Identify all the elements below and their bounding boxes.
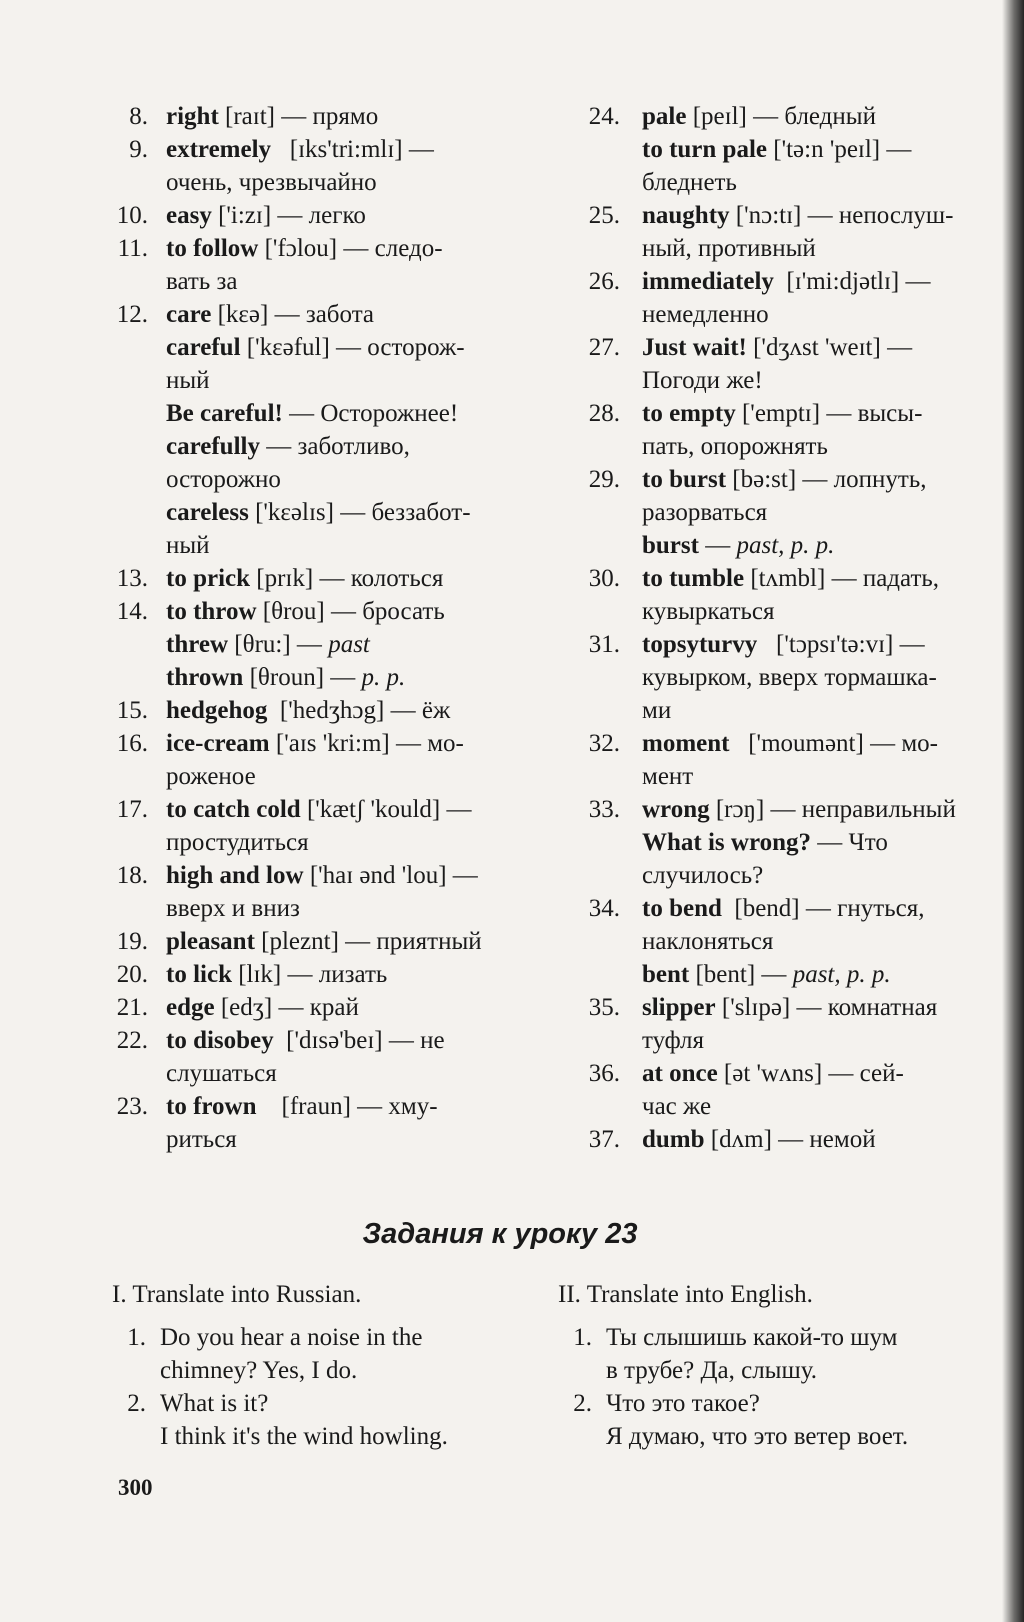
vocab-entry-line	[166, 1057, 510, 1090]
vocab-entry-line	[166, 859, 510, 892]
vocab-text: ['dʒʌst 'weɪt] —	[746, 334, 913, 361]
vocab-headword: hedgehog	[166, 697, 268, 724]
vocab-entry-number: 16.	[116, 730, 148, 757]
vocab-entry-number: 24.	[588, 103, 620, 130]
vocab-entry	[582, 100, 980, 199]
vocab-entry-number: 15.	[116, 697, 148, 724]
vocabulary-column-left	[110, 100, 510, 1156]
vocab-entry-number: 13.	[116, 565, 148, 592]
section-title: Задания к уроку 23	[362, 1218, 638, 1250]
vocab-text: ['kɛəful] — осторож-	[240, 334, 465, 361]
vocab-entry	[582, 265, 980, 331]
vocab-entry-number: 26.	[588, 268, 620, 295]
vocab-entry	[582, 727, 980, 793]
vocab-text: простудиться	[166, 829, 309, 856]
vocab-headword: What is wrong?	[642, 829, 812, 856]
vocab-headword: to prick	[166, 565, 251, 592]
vocab-text: [pleznt] — приятный	[254, 928, 482, 955]
vocab-entry-line	[166, 1123, 510, 1156]
task-item-line: I think it's the wind howling.	[160, 1423, 448, 1450]
vocab-entry-line	[642, 760, 980, 793]
vocab-entry-line	[166, 1090, 510, 1123]
task-item-number: 2.	[127, 1390, 146, 1417]
vocab-entry	[110, 100, 510, 133]
vocab-entry-number: 28.	[588, 400, 620, 427]
vocab-entry-number: 8.	[129, 103, 148, 130]
vocab-text: риться	[166, 1126, 237, 1153]
vocab-headword: wrong	[642, 796, 710, 823]
vocab-entry-line	[642, 1123, 980, 1156]
vocab-entry-line	[166, 298, 510, 331]
vocab-text: разорваться	[642, 499, 768, 526]
vocab-entry-line	[642, 793, 980, 826]
vocab-entry-number: 12.	[116, 301, 148, 328]
vocab-entry	[582, 199, 980, 265]
vocab-entry-number: 35.	[588, 994, 620, 1021]
vocab-text: слушаться	[166, 1060, 277, 1087]
vocab-headword: pleasant	[166, 928, 255, 955]
vocab-entry-number: 33.	[588, 796, 620, 823]
vocab-headword: to bend	[642, 895, 722, 922]
vocab-entry-line	[166, 265, 510, 298]
vocab-entry	[582, 892, 980, 991]
vocab-entry-line	[166, 727, 510, 760]
task-translate-into-english	[558, 1278, 978, 1453]
vocab-entry-line	[166, 166, 510, 199]
vocab-entry-line	[642, 1024, 980, 1057]
vocab-entry-number: 32.	[588, 730, 620, 757]
vocab-entry-line	[166, 100, 510, 133]
vocab-entry-line	[642, 727, 980, 760]
vocab-text: ['moumənt] — мо-	[729, 730, 938, 757]
vocab-headword: to burst	[642, 466, 727, 493]
vocab-entry-line	[166, 199, 510, 232]
vocab-entry-line	[642, 859, 980, 892]
vocab-headword: carefully	[166, 433, 260, 460]
vocab-entry-line	[166, 892, 510, 925]
vocab-entry-number: 20.	[116, 961, 148, 988]
vocab-entry	[110, 694, 510, 727]
vocab-text: ми	[642, 697, 672, 724]
vocab-entry-line	[642, 265, 980, 298]
vocab-text: мент	[642, 763, 694, 790]
vocabulary-list	[110, 100, 980, 1156]
task-heading: II. Translate into English.	[558, 1281, 813, 1308]
vocab-text: пать, опорожнять	[642, 433, 828, 460]
vocab-headword: extremely	[166, 136, 272, 163]
vocab-entry-line	[642, 562, 980, 595]
vocab-headword: careful	[166, 334, 241, 361]
vocab-text: [lɪk] — лизать	[231, 961, 388, 988]
vocab-entry-line	[642, 892, 980, 925]
vocab-entry-number: 22.	[116, 1027, 148, 1054]
vocab-entry-line	[642, 1057, 980, 1090]
vocab-headword: slipper	[642, 994, 716, 1021]
vocab-entry	[110, 991, 510, 1024]
vocab-entry-line	[642, 595, 980, 628]
vocab-headword: topsyturvy	[642, 631, 758, 658]
vocab-headword: right	[166, 103, 219, 130]
vocab-headword: high and low	[166, 862, 304, 889]
vocab-text: — Что	[811, 829, 888, 856]
vocab-entry	[582, 991, 980, 1057]
vocab-text: случилось?	[642, 862, 764, 889]
task-item-line: chimney? Yes, I do.	[160, 1357, 358, 1384]
vocab-entry-number: 34.	[588, 895, 620, 922]
grammar-label: past, p. p.	[736, 532, 835, 559]
vocab-text: кувырком, вверх тормашка-	[642, 664, 937, 691]
vocab-entry	[110, 958, 510, 991]
task-item	[558, 1321, 978, 1387]
vocab-entry-line	[642, 397, 980, 430]
vocab-entry	[110, 199, 510, 232]
vocab-text: [θrou] — бросать	[256, 598, 445, 625]
vocab-text: вверх и вниз	[166, 895, 300, 922]
vocab-headword: ice-cream	[166, 730, 270, 757]
vocab-entry-line	[642, 166, 980, 199]
vocab-text: [ət 'wʌns] — сей-	[717, 1060, 904, 1087]
vocab-headword: moment	[642, 730, 730, 757]
vocab-text: [prɪk] — колоться	[250, 565, 444, 592]
vocab-entry-line	[166, 991, 510, 1024]
vocab-text: ['haɪ ənd 'lou] —	[303, 862, 478, 889]
vocab-text: [θroun] —	[243, 664, 362, 691]
vocab-headword: to turn pale	[642, 136, 767, 163]
vocab-entry-number: 25.	[588, 202, 620, 229]
vocab-text: ['kɛəlɪs] — беззабот-	[248, 499, 471, 526]
vocab-entry	[582, 1057, 980, 1123]
vocab-text: [ɪks'tri:mlɪ] —	[271, 136, 434, 163]
vocab-headword: dumb	[642, 1126, 705, 1153]
page-edge-shadow	[1002, 0, 1024, 1622]
vocab-entry-line	[642, 133, 980, 166]
vocab-entry-number: 31.	[588, 631, 620, 658]
vocab-headword: to empty	[642, 400, 736, 427]
vocab-entry-number: 11.	[117, 235, 148, 262]
vocab-text: [rɔŋ] — неправильный	[709, 796, 956, 823]
vocab-text: [tʌmbl] — падать,	[744, 565, 940, 592]
vocab-entry-line	[166, 628, 510, 661]
vocab-entry-line	[166, 364, 510, 397]
vocab-headword: pale	[642, 103, 687, 130]
vocab-entry	[582, 397, 980, 463]
vocab-text: осторожно	[166, 466, 281, 493]
vocab-text: [kɛə] — забота	[211, 301, 375, 328]
vocab-text: ['aɪs 'kri:m] — мо-	[269, 730, 464, 757]
vocab-headword: to throw	[166, 598, 257, 625]
vocab-entry	[582, 1123, 980, 1156]
vocab-headword: to frown	[166, 1093, 257, 1120]
vocab-headword: care	[166, 301, 212, 328]
vocab-headword: careless	[166, 499, 249, 526]
vocab-entry-line	[642, 529, 980, 562]
vocab-entry-line	[166, 496, 510, 529]
vocab-entry-line	[166, 331, 510, 364]
vocab-text: [bend] — гнуться,	[721, 895, 925, 922]
vocab-entry-number: 36.	[588, 1060, 620, 1087]
task-item-number: 1.	[127, 1324, 146, 1351]
vocab-text: [raɪt] — прямо	[218, 103, 379, 130]
vocab-text: ный	[166, 367, 210, 394]
vocab-headword: to catch cold	[166, 796, 301, 823]
vocab-text: ['dɪsə'beɪ] — не	[273, 1027, 445, 1054]
vocab-entry-number: 14.	[116, 598, 148, 625]
task-item	[112, 1321, 522, 1387]
vocab-text: туфля	[642, 1027, 705, 1054]
vocab-entry-number: 19.	[116, 928, 148, 955]
vocab-entry-line	[642, 199, 980, 232]
vocab-headword: bent	[642, 961, 690, 988]
vocab-entry-line	[166, 1024, 510, 1057]
task-item-line: в трубе? Да, слышу.	[606, 1357, 817, 1384]
vocab-entry-number: 10.	[116, 202, 148, 229]
vocab-entry	[110, 1090, 510, 1156]
vocab-entry-line	[642, 463, 980, 496]
vocab-entry-line	[166, 133, 510, 166]
task-item-number: 1.	[573, 1324, 592, 1351]
vocab-entry-line	[642, 694, 980, 727]
vocab-entry-line	[642, 661, 980, 694]
vocab-entry-line	[166, 958, 510, 991]
vocab-entry-line	[642, 1090, 980, 1123]
vocab-entry	[110, 925, 510, 958]
vocab-text: ['slɪpə] — комнатная	[715, 994, 938, 1021]
vocab-text: [ɪ'mi:djətlɪ] —	[773, 268, 931, 295]
vocab-text: очень, чрезвычайно	[166, 169, 377, 196]
vocab-entry	[582, 331, 980, 397]
vocab-entry	[582, 793, 980, 892]
vocab-entry	[582, 463, 980, 562]
vocab-entry-line	[166, 595, 510, 628]
vocab-text: — заботливо,	[259, 433, 410, 460]
vocab-entry-line	[166, 925, 510, 958]
vocab-text: немедленно	[642, 301, 769, 328]
vocab-entry-line	[642, 628, 980, 661]
vocabulary-column-right	[582, 100, 980, 1156]
vocab-text: ный, противный	[642, 235, 816, 262]
vocab-entry-line	[642, 232, 980, 265]
vocab-text: кувыркаться	[642, 598, 775, 625]
vocab-entry-line	[642, 991, 980, 1024]
vocab-headword: easy	[166, 202, 212, 229]
vocab-text: ['i:zɪ] — легко	[211, 202, 366, 229]
vocab-entry	[110, 859, 510, 925]
vocab-entry-number: 27.	[588, 334, 620, 361]
task-item-line: Я думаю, что это ветер воет.	[606, 1423, 909, 1450]
vocab-text: [peɪl] — бледный	[686, 103, 876, 130]
vocab-entry-number: 21.	[116, 994, 148, 1021]
vocab-text: ['kætʃ 'kould] —	[300, 796, 472, 823]
vocab-headword: at once	[642, 1060, 718, 1087]
vocab-headword: edge	[166, 994, 215, 1021]
vocab-entry-line	[642, 496, 980, 529]
vocab-entry-line	[642, 958, 980, 991]
vocab-entry-line	[166, 430, 510, 463]
vocab-entry	[582, 628, 980, 727]
page-number: 300	[118, 1475, 153, 1500]
vocab-entry-line	[642, 826, 980, 859]
vocab-text: бледнеть	[642, 169, 737, 196]
vocab-text: ['tə:n 'peɪl] —	[767, 136, 912, 163]
vocab-entry	[110, 793, 510, 859]
task-item-line: Что это такое?	[606, 1390, 760, 1417]
vocab-entry	[110, 727, 510, 793]
vocab-entry-number: 37.	[588, 1126, 620, 1153]
task-item	[112, 1387, 522, 1453]
vocab-headword: to disobey	[166, 1027, 274, 1054]
grammar-label: past, p. p.	[792, 961, 891, 988]
vocab-headword: Be careful!	[166, 400, 283, 427]
task-translate-into-russian	[112, 1278, 522, 1453]
vocab-entry-line	[166, 529, 510, 562]
vocab-text: ['fɔlou] — следо-	[258, 235, 443, 262]
vocab-entry	[110, 133, 510, 199]
vocab-text: ['hedʒhɔg] — ёж	[267, 697, 451, 724]
vocab-entry-line	[642, 100, 980, 133]
task-item	[558, 1387, 978, 1453]
vocab-text: ['tɔpsɪ'tə:vɪ] —	[757, 631, 925, 658]
vocab-headword: to tumble	[642, 565, 745, 592]
vocab-entry-number: 18.	[116, 862, 148, 889]
vocab-text: ['emptɪ] — высы-	[735, 400, 923, 427]
vocab-entry	[110, 562, 510, 595]
vocab-entry-number: 29.	[588, 466, 620, 493]
vocab-entry	[582, 562, 980, 628]
task-item-line: Ты слышишь какой-то шум	[606, 1324, 898, 1351]
task-item-line: Do you hear a noise in the	[160, 1324, 423, 1351]
vocab-text: — Осторожнее!	[282, 400, 459, 427]
vocab-entry-line	[166, 694, 510, 727]
vocab-text: [fraun] — хму-	[256, 1093, 438, 1120]
vocab-entry-line	[166, 562, 510, 595]
vocab-entry-line	[166, 463, 510, 496]
grammar-label: past	[328, 631, 370, 658]
vocab-entry-number: 30.	[588, 565, 620, 592]
vocab-text: Погоди же!	[642, 367, 763, 394]
vocab-entry-line	[166, 760, 510, 793]
vocab-headword: threw	[166, 631, 229, 658]
vocab-text: ['nɔ:tɪ] — непослуш-	[729, 202, 954, 229]
vocab-text: вать за	[166, 268, 238, 295]
vocab-headword: to lick	[166, 961, 232, 988]
vocab-headword: naughty	[642, 202, 730, 229]
vocab-headword: Just wait!	[642, 334, 747, 361]
vocab-entry-line	[166, 397, 510, 430]
vocab-text: [bə:st] — лопнуть,	[726, 466, 927, 493]
vocab-text: час же	[642, 1093, 712, 1120]
vocab-text: —	[698, 532, 737, 559]
vocab-text: ный	[166, 532, 210, 559]
vocab-entry	[110, 1024, 510, 1090]
vocab-text: [bent] —	[689, 961, 793, 988]
vocab-headword: to follow	[166, 235, 259, 262]
vocab-headword: thrown	[166, 664, 244, 691]
vocab-entry-line	[166, 826, 510, 859]
grammar-label: p. p.	[361, 664, 406, 691]
vocab-entry-line	[166, 661, 510, 694]
vocab-text: [θru:] —	[228, 631, 329, 658]
vocab-entry-line	[642, 331, 980, 364]
task-heading: I. Translate into Russian.	[112, 1281, 362, 1308]
task-item-number: 2.	[573, 1390, 592, 1417]
vocab-headword: burst	[642, 532, 699, 559]
vocab-text: [dʌm] — немой	[704, 1126, 876, 1153]
vocab-entry-line	[642, 364, 980, 397]
vocab-entry	[110, 595, 510, 694]
vocab-text: наклоняться	[642, 928, 774, 955]
vocab-entry-line	[642, 430, 980, 463]
vocab-entry	[110, 232, 510, 298]
vocab-entry-line	[166, 232, 510, 265]
vocab-text: [edʒ] — край	[214, 994, 359, 1021]
vocab-entry-line	[642, 298, 980, 331]
vocab-entry	[110, 298, 510, 562]
vocab-entry-line	[642, 925, 980, 958]
vocab-entry-number: 23.	[116, 1093, 148, 1120]
vocab-headword: immediately	[642, 268, 774, 295]
vocab-text: роженое	[166, 763, 256, 790]
vocab-entry-number: 17.	[116, 796, 148, 823]
vocab-entry-line	[166, 793, 510, 826]
task-item-line: What is it?	[160, 1390, 269, 1417]
vocab-entry-number: 9.	[129, 136, 148, 163]
